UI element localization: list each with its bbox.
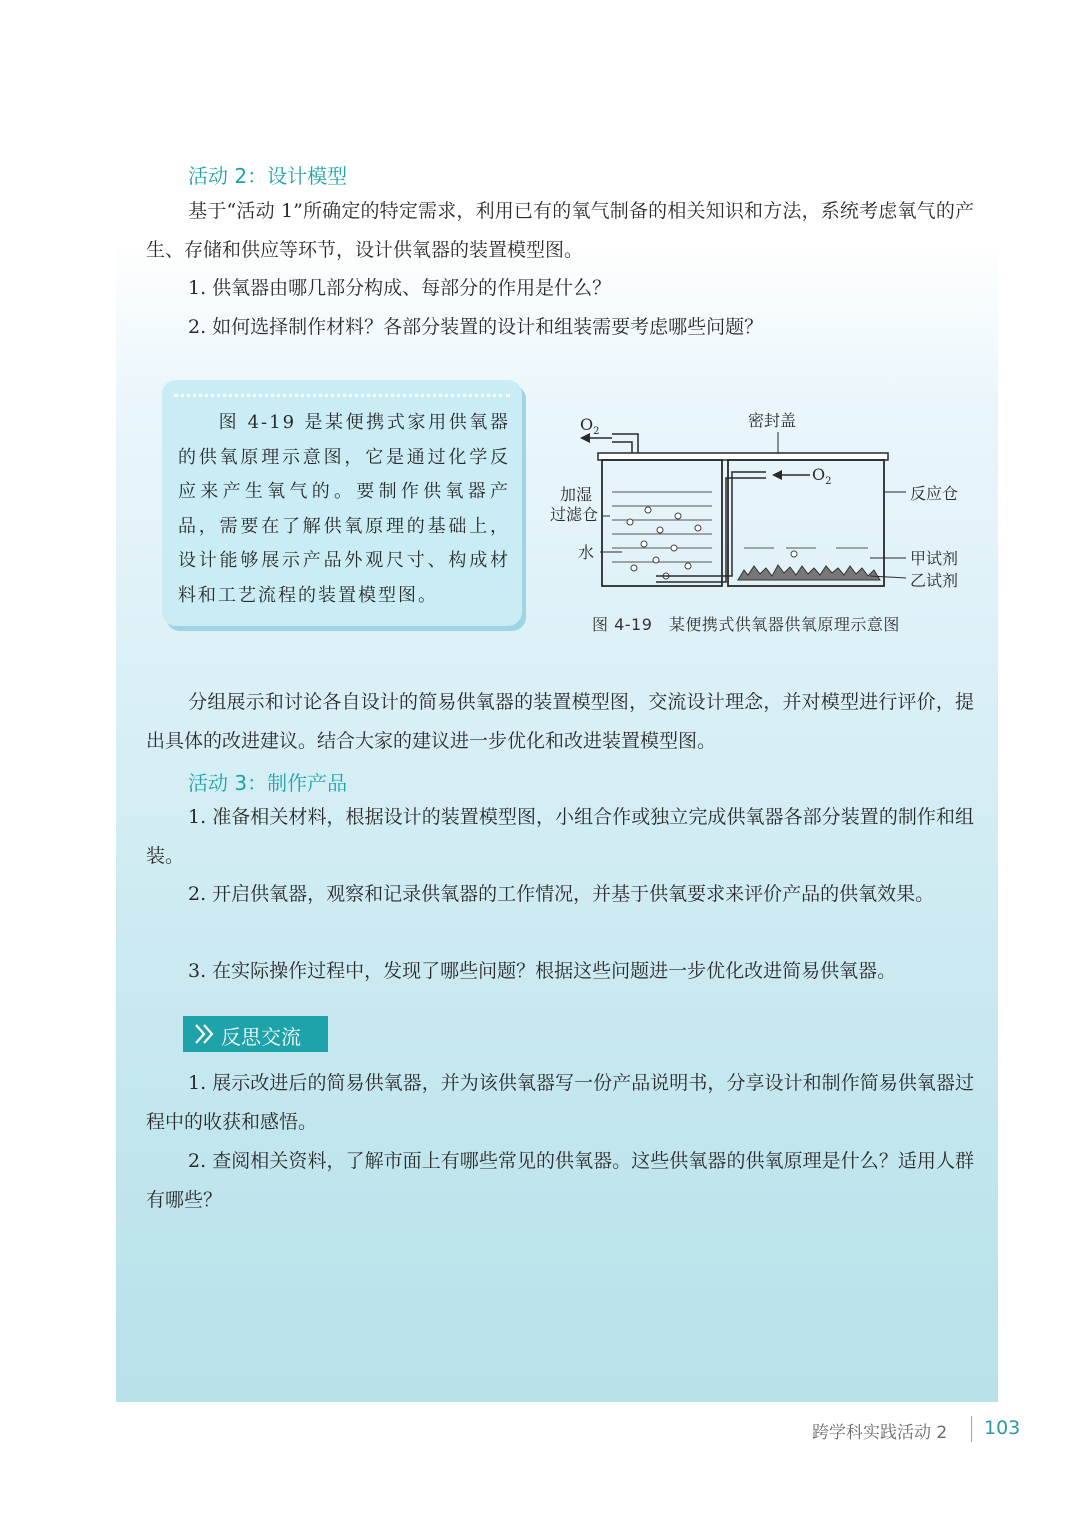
activity3-item-2: 2. 开启供氧器，观察和记录供氧器的工作情况，并基于供氧要求来评价产品的供氧效果。 xyxy=(188,883,935,905)
page-number: 103 xyxy=(984,1417,1021,1439)
page-footer xyxy=(800,1416,1040,1446)
discussion-paragraph: 分组展示和讨论各自设计的简易供氧器的装置模型图，交流设计理念，并对模型进行评价，提出具体的改进建议。结合大家的建议进一步优化和改进装置模型图。 xyxy=(146,691,974,752)
reagent-a-label: 甲试剂 xyxy=(910,549,959,568)
reagent-b-label: 乙试剂 xyxy=(910,571,959,590)
o2-inner-label: $O_2$ xyxy=(812,465,832,487)
reaction-chamber xyxy=(728,460,884,586)
reflection-item-2: 2. 查阅相关资料，了解市面上有哪些常见的供氧器。这些供氧器的供氧原理是什么？适用人群有哪些？ xyxy=(146,1150,974,1211)
footer-separator xyxy=(971,1416,972,1442)
callout-text: 图 4-19 是某便携式家用供氧器的供氧原理示意图，它是通过化学反应来产生氧气的。要制作供氧器产品，需要在了解供氧原理的基础上，设计能够展示产品外观尺寸、构成材料和工艺流程的装置模型图。 xyxy=(178,412,510,606)
seal-lid xyxy=(598,453,888,460)
figure-caption: 图 4-19 某便携式供氧器供氧原理示意图 xyxy=(592,615,900,634)
callout-dotted-rule xyxy=(174,394,510,397)
humidify-chamber xyxy=(602,460,722,586)
activity3-heading: 活动 3：制作产品 xyxy=(188,771,348,795)
seal-cap-label: 密封盖 xyxy=(748,411,797,430)
reaction-label: 反应仓 xyxy=(910,484,959,503)
humidify-label-line2: 过滤仓 xyxy=(550,505,599,524)
activity3-item-1: 1. 准备相关材料，根据设计的装置模型图，小组合作或独立完成供氧器各部分装置的制作和组装。 xyxy=(146,806,974,867)
activity2-heading: 活动 2：设计模型 xyxy=(188,164,348,188)
humidify-label-line1: 加湿 xyxy=(560,485,593,504)
double-chevron-icon xyxy=(193,1022,217,1046)
reflection-section-header xyxy=(183,1016,328,1052)
activity2-question-2: 2. 如何选择制作材料？各部分装置的设计和组装需要考虑哪些问题？ xyxy=(188,316,764,338)
transfer-pipe xyxy=(656,478,766,582)
reagent-bubble xyxy=(791,551,797,557)
transfer-pipe-inner xyxy=(656,472,766,576)
activity3-item-3: 3. 在实际操作过程中，发现了哪些问题？根据这些问题进一步优化改进简易供氧器。 xyxy=(188,960,897,982)
bubbles xyxy=(627,507,701,579)
o2-outlet-label: $O_2$ xyxy=(580,415,600,437)
activity2-question-1: 1. 供氧器由哪几部分构成、每部分的作用是什么？ xyxy=(188,277,612,299)
solid-reagent xyxy=(738,565,880,580)
water-label: 水 xyxy=(578,543,595,562)
reflection-item-1: 1. 展示改进后的简易供氧器，并为该供氧器写一份产品说明书，分享设计和制作简易供氧器过程中的收获和感悟。 xyxy=(146,1072,974,1133)
callout-box xyxy=(162,380,522,626)
footer-title: 跨学科实践活动 2 xyxy=(812,1423,948,1443)
o2-inner-arrowhead xyxy=(772,470,782,480)
reflection-heading: 反思交流 xyxy=(221,1025,301,1049)
oxygen-supplier-diagram xyxy=(548,398,988,598)
activity2-intro: 基于“活动 1”所确定的特定需求，利用已有的氧气制备的相关知识和方法，系统考虑氧气的产生、存储和供应等环节，设计供氧器的装置模型图。 xyxy=(146,200,974,261)
o2-outlet-arrowhead xyxy=(580,433,590,443)
